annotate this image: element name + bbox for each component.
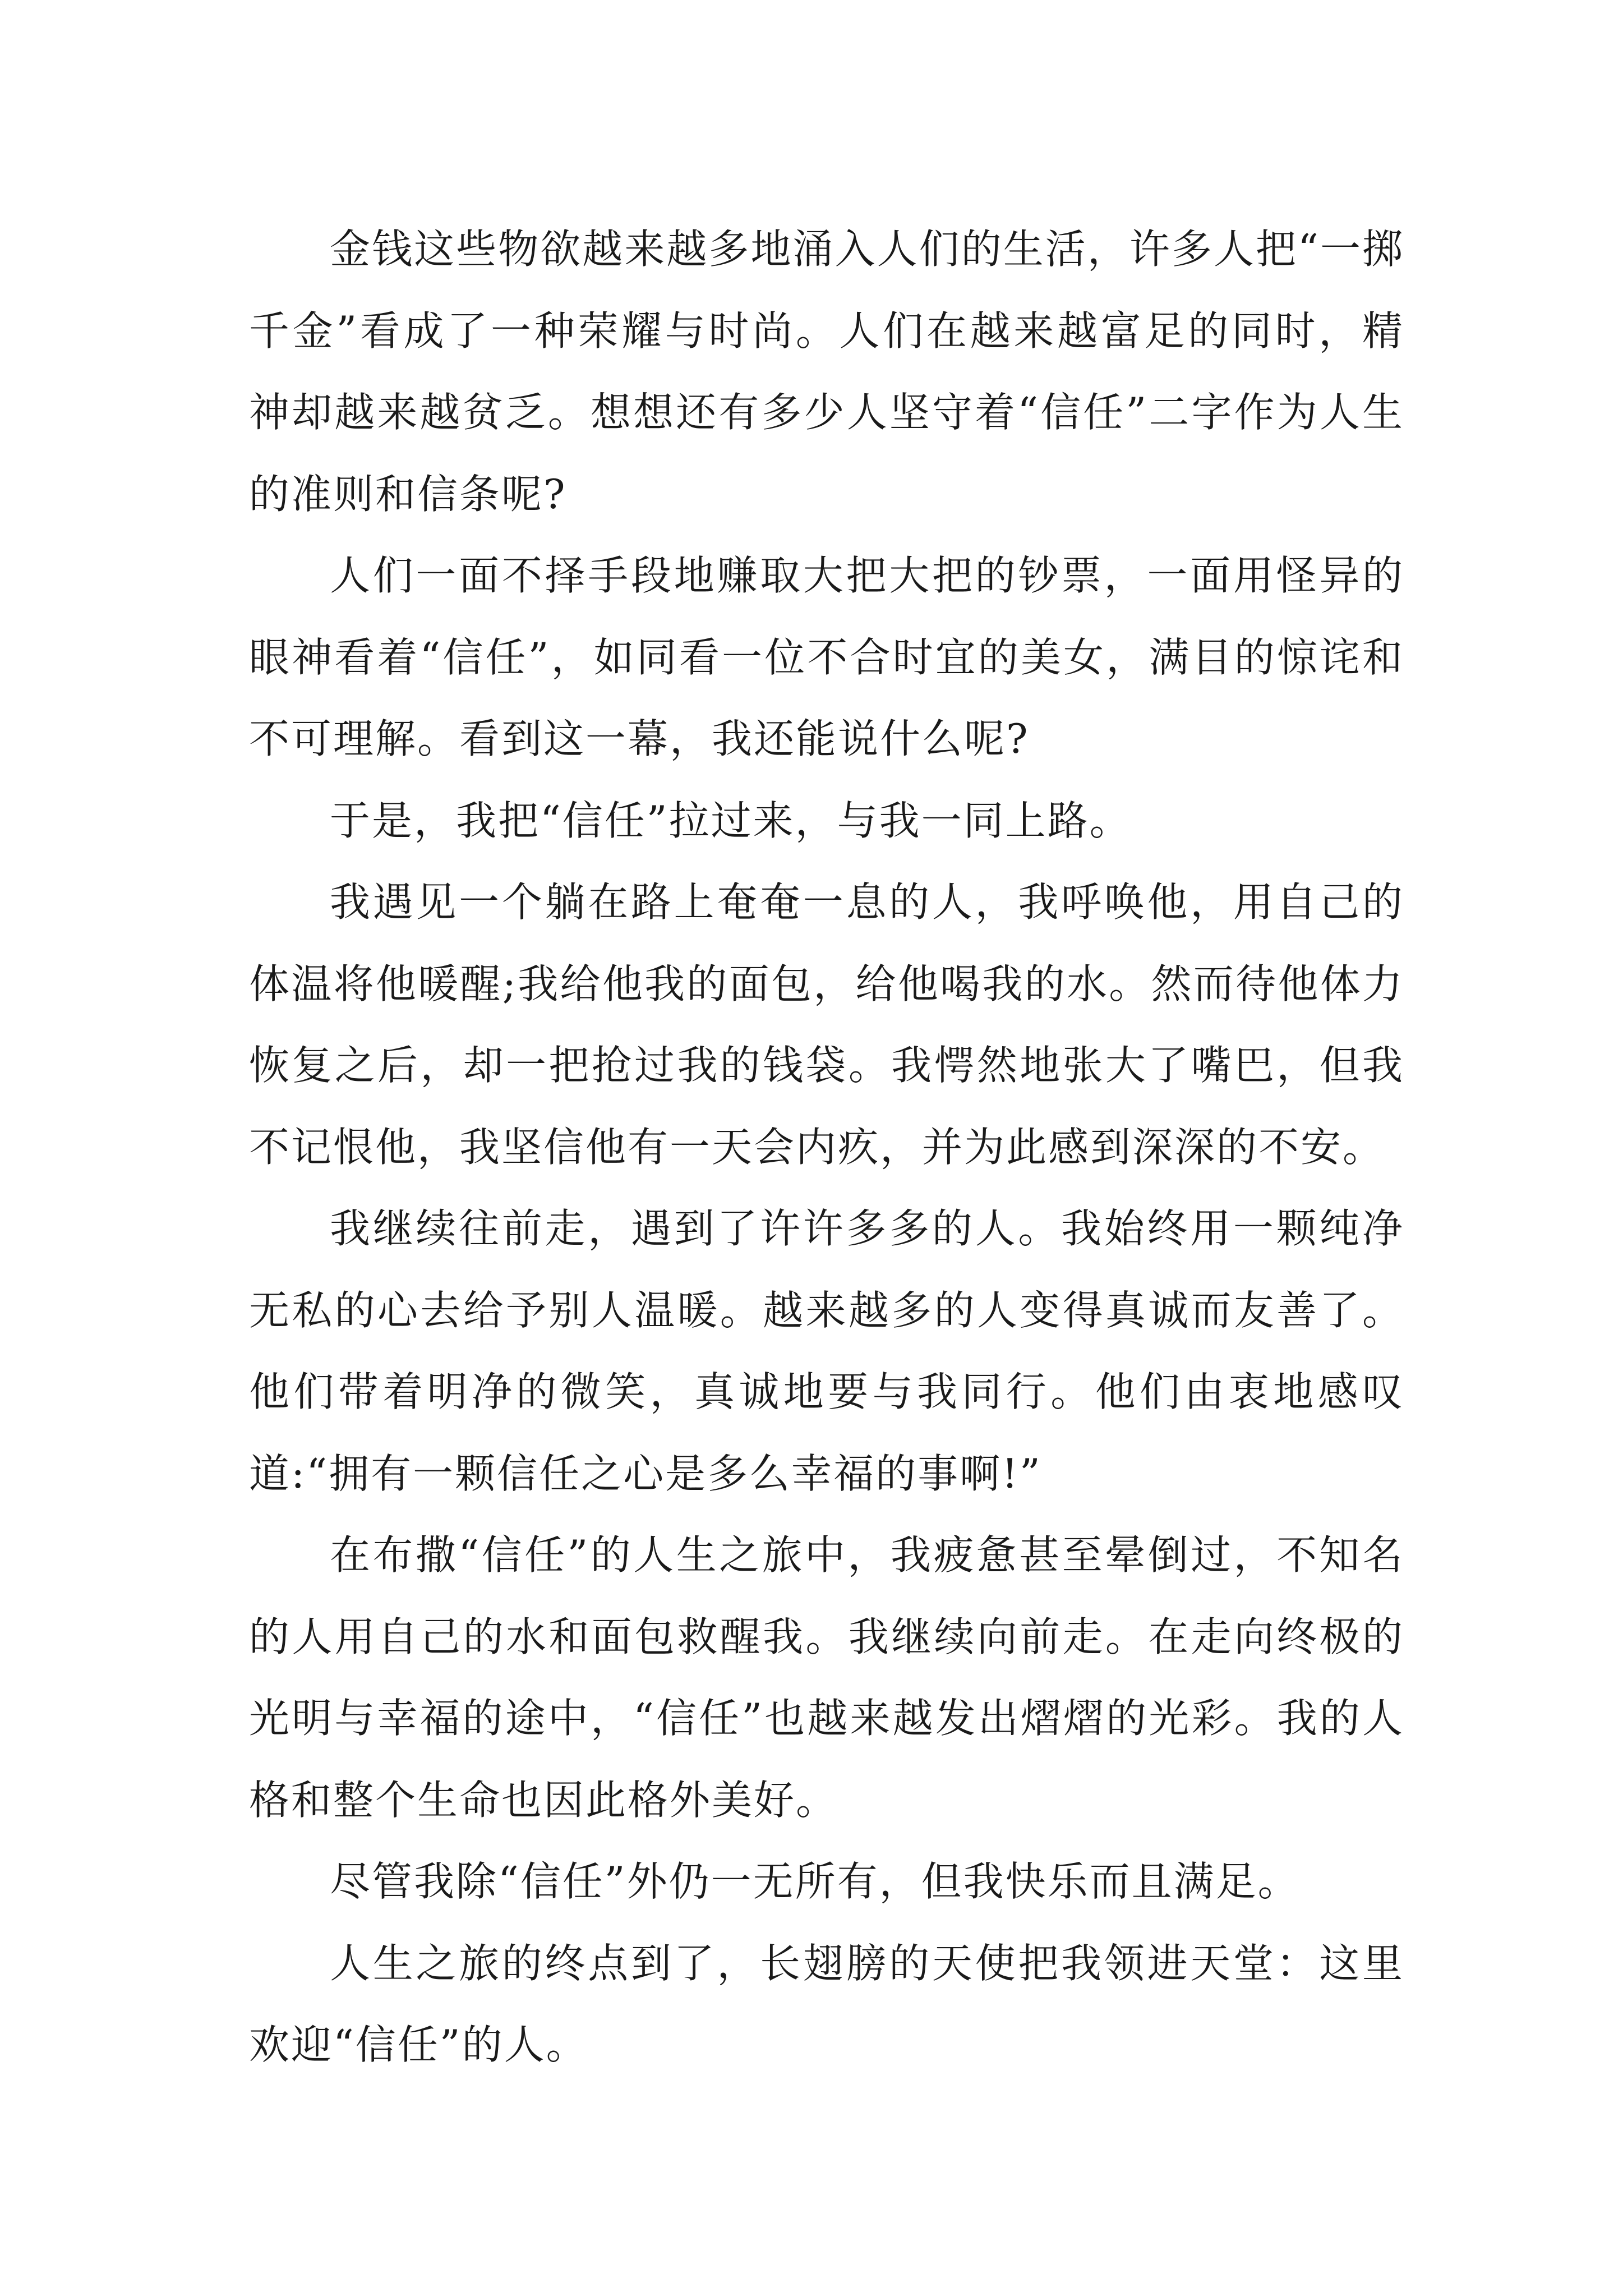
paragraph-3: 于是，我把“信任”拉过来，与我一同上路。 (330, 797, 1132, 844)
document-body (249, 209, 1404, 2086)
paragraph-4: 我遇见一个躺在路上奄奄一息的人，我呼唤他，用自己的体温将他暖醒;我给他我的面包，给他喝我的水。然而待他体力恢复之后，却一把抢过我的钱袋。我愕然地张大了嘴巴，但我不记恨他，我坚信他有一天会内疚，并为此感到深深的不安。 (249, 878, 1404, 1171)
paragraph-5: 我继续往前走，遇到了许许多多的人。我始终用一颗纯净无私的心去给予别人温暖。越来越多的人变得真诚而友善了。他们带着明净的微笑，真诚地要与我同行。他们由衷地感叹道:“拥有一颗信任之心是多么幸福的事啊!” (249, 1205, 1404, 1497)
paragraph-2: 人们一面不择手段地赚取大把大把的钞票，一面用怪异的眼神看着“信任”，如同看一位不合时宜的美女，满目的惊诧和不可理解。看到这一幕，我还能说什么呢? (249, 552, 1404, 762)
paragraph-7: 尽管我除“信任”外仍一无所有，但我快乐而且满足。 (330, 1858, 1300, 1905)
paragraph-8: 人生之旅的终点到了，长翅膀的天使把我领进天堂：这里欢迎“信任”的人。 (249, 1939, 1404, 2068)
paragraph-6: 在布撒“信任”的人生之旅中，我疲惫甚至晕倒过，不知名的人用自己的水和面包救醒我。我继续向前走。在走向终极的光明与幸福的途中，“信任”也越来越发出熠熠的光彩。我的人格和整个生命也因此格外美好。 (249, 1531, 1404, 1824)
paragraph-1: 金钱这些物欲越来越多地涌入人们的生活，许多人把“一掷千金”看成了一种荣耀与时尚。人们在越来越富足的同时，精神却越来越贫乏。想想还有多少人坚守着“信任”二字作为人生的准则和信条呢? (249, 226, 1404, 518)
